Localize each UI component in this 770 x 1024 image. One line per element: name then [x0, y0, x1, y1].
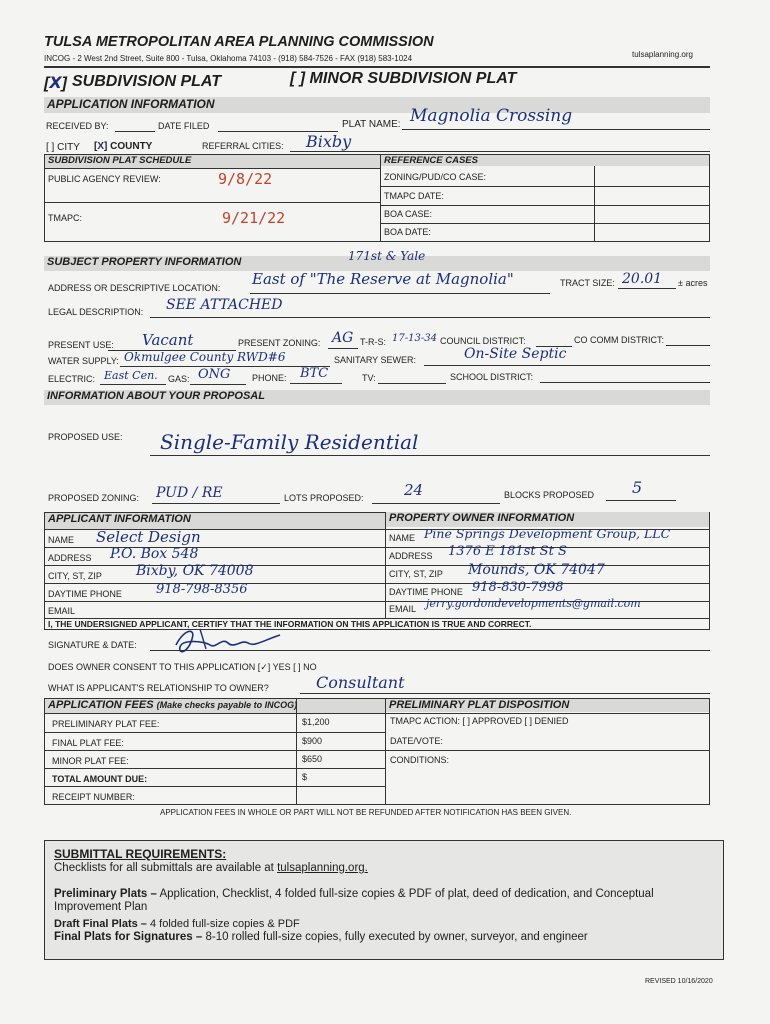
- submittal-heading: SUBMITTAL REQUIREMENTS:: [54, 847, 227, 861]
- schedule-row-line: [44, 202, 380, 203]
- tract-size-value: 20.01: [622, 271, 663, 287]
- zoning-case-label: ZONING/PUD/CO CASE:: [384, 172, 487, 182]
- tract-size-label: TRACT SIZE:: [560, 278, 615, 288]
- proposed-use-field[interactable]: [150, 455, 710, 456]
- gas-label: GAS:: [168, 374, 190, 384]
- disposition-header: PRELIMINARY PLAT DISPOSITION: [386, 699, 709, 712]
- receipt-number-label: RECEIPT NUMBER:: [52, 792, 135, 802]
- owner-phone-value[interactable]: 918-830-7998: [472, 580, 564, 595]
- sanitary-sewer-label: SANITARY SEWER:: [334, 355, 417, 365]
- boa-date-label: BOA DATE:: [384, 227, 431, 237]
- proposed-use-value: Single-Family Residential: [160, 430, 419, 454]
- co-comm-district-field[interactable]: [666, 345, 710, 346]
- public-agency-review-label: PUBLIC AGENCY REVIEW:: [48, 174, 161, 184]
- owner-phone-label: DAYTIME PHONE: [389, 587, 463, 597]
- proposed-zoning-field[interactable]: [152, 503, 280, 504]
- boa-case-label: BOA CASE:: [384, 209, 433, 219]
- minor-subdivision-label[interactable]: [ ] MINOR SUBDIVISION PLAT: [290, 70, 517, 87]
- relationship-value: Consultant: [316, 673, 405, 692]
- owner-city-value[interactable]: Mounds, OK 74047: [468, 562, 605, 578]
- owner-city-label: CITY, ST, ZIP: [389, 569, 443, 579]
- preliminary-text: Application, Checklist, 4 folded full-size copies & PDF of plat, deed of dedication, and Conceptual Improvement Plan: [54, 888, 654, 913]
- tmapc-label: TMAPC:: [48, 213, 83, 223]
- tmapc-date-label: TMAPC DATE:: [384, 191, 444, 201]
- date-filed-label: DATE FILED: [158, 121, 210, 131]
- applicant-name-label: NAME: [48, 535, 75, 545]
- water-supply-value: Okmulgee County RWD#6: [124, 350, 286, 364]
- tv-field[interactable]: [378, 383, 446, 384]
- reference-row-line: [380, 223, 710, 224]
- sanitary-sewer-field[interactable]: [424, 365, 710, 366]
- date-vote-label: DATE/VOTE:: [390, 736, 443, 746]
- owner-address-label: ADDRESS: [389, 551, 433, 561]
- fees-row-line: [44, 786, 385, 787]
- phone-field[interactable]: [290, 383, 342, 384]
- proposed-zoning-value: PUD / RE: [156, 485, 223, 501]
- website-link[interactable]: tulsaplanning.org: [632, 50, 693, 59]
- blocks-proposed-label: BLOCKS PROPOSED: [504, 490, 595, 500]
- final-title: Final Plats for Signatures –: [54, 931, 203, 943]
- present-zoning-value: AG: [332, 330, 354, 346]
- refund-note: APPLICATION FEES IN WHOLE OR PART WILL NOT BE REFUNDED AFTER NOTIFICATION HAS BEEN GIVEN.: [160, 808, 572, 817]
- plat-name-field[interactable]: [402, 129, 710, 130]
- form-title: TULSA METROPOLITAN AREA PLANNING COMMISSION: [44, 34, 434, 50]
- council-district-label: COUNCIL DISTRICT:: [440, 336, 526, 346]
- present-zoning-label: PRESENT ZONING:: [238, 338, 321, 348]
- checklist-text: Checklists for all submittals are available at: [54, 862, 274, 874]
- fees-header-fill: [297, 699, 385, 713]
- reference-row-line: [380, 186, 710, 187]
- owner-address-value[interactable]: 1376 E 181st St S: [448, 544, 567, 559]
- fees-header: [45, 699, 296, 713]
- applicant-signature: [170, 625, 290, 659]
- subject-property-header: SUBJECT PROPERTY INFORMATION: [44, 256, 710, 271]
- trs-value: 17-13-34: [392, 333, 437, 344]
- fee-final-amount: $900: [302, 736, 323, 746]
- draft-requirements: [54, 918, 300, 930]
- fees-row-line: [44, 750, 710, 751]
- tv-label: TV:: [362, 373, 376, 383]
- applicant-info-header: APPLICANT INFORMATION: [45, 513, 385, 529]
- checklist-link[interactable]: tulsaplanning.org.: [277, 862, 368, 874]
- phone-label: PHONE:: [252, 373, 287, 383]
- phone-value: BTC: [300, 366, 329, 381]
- owner-info-header: PROPERTY OWNER INFORMATION: [386, 512, 709, 527]
- tract-size-field[interactable]: [618, 288, 676, 289]
- blocks-proposed-field[interactable]: [606, 500, 676, 501]
- fees-table: [44, 698, 710, 805]
- city-checkbox-label[interactable]: [ ] CITY: [46, 142, 80, 153]
- lots-proposed-label: LOTS PROPOSED:: [284, 493, 364, 503]
- draft-title: Draft Final Plats –: [54, 918, 147, 930]
- electric-field[interactable]: [100, 384, 166, 385]
- applicant-email-label: EMAIL: [48, 606, 76, 616]
- school-district-label: SCHOOL DISTRICT:: [450, 372, 534, 382]
- proposed-use-label: PROPOSED USE:: [48, 432, 123, 442]
- preliminary-requirements: [54, 888, 719, 914]
- county-label: COUNTY: [110, 141, 153, 152]
- draft-text: 4 folded full-size copies & PDF: [149, 918, 300, 930]
- subdivision-check-mark: X: [49, 73, 62, 92]
- referral-cities-value: Bixby: [306, 132, 352, 151]
- revised-date: REVISED 10/16/2020: [645, 978, 713, 985]
- blocks-proposed-value: 5: [632, 478, 643, 497]
- fee-total-amount[interactable]: $: [302, 772, 308, 782]
- applicant-address-value[interactable]: P.O. Box 548: [110, 546, 199, 562]
- checklist-line: [54, 862, 368, 874]
- fees-note: (Make checks payable to INCOG): [156, 700, 298, 710]
- applicant-city-value[interactable]: Bixby, OK 74008: [136, 563, 254, 579]
- water-supply-label: WATER SUPPLY:: [48, 356, 119, 366]
- electric-value: East Cen.: [104, 369, 158, 382]
- signature-date-label: SIGNATURE & DATE:: [48, 640, 137, 650]
- trs-label: T-R-S:: [360, 337, 386, 347]
- legal-description-value: SEE ATTACHED: [166, 297, 283, 313]
- owner-name-label: NAME: [389, 533, 416, 543]
- fee-total-label: TOTAL AMOUNT DUE:: [52, 774, 148, 784]
- tmapc-value[interactable]: 9/21/22: [222, 209, 286, 227]
- present-use-label: PRESENT USE:: [48, 340, 114, 350]
- gas-value: ONG: [198, 367, 231, 382]
- fee-preliminary-label: PRELIMINARY PLAT FEE:: [52, 719, 160, 729]
- reference-cases-header: REFERENCE CASES: [381, 155, 709, 166]
- schedule-row-line: [44, 168, 380, 169]
- electric-label: ELECTRIC:: [48, 374, 96, 384]
- gas-field[interactable]: [190, 384, 246, 385]
- county-check-mark: X: [97, 141, 105, 152]
- legal-description-field[interactable]: [150, 317, 710, 318]
- present-zoning-field[interactable]: [328, 348, 358, 349]
- fees-divider: [296, 698, 297, 805]
- final-requirements: [54, 931, 588, 943]
- fee-minor-amount: $650: [302, 754, 323, 764]
- application-info-header: APPLICATION INFORMATION: [44, 97, 710, 113]
- reference-row-line: [380, 205, 710, 206]
- applicant-name-value[interactable]: Select Design: [96, 528, 201, 546]
- school-district-field[interactable]: [540, 382, 710, 383]
- applicant-city-label: CITY, ST, ZIP: [48, 571, 102, 581]
- lots-proposed-value: 24: [404, 481, 424, 499]
- public-agency-review-value[interactable]: 9/8/22: [218, 170, 273, 188]
- table-row-line: [44, 583, 710, 584]
- relationship-label: WHAT IS APPLICANT'S RELATIONSHIP TO OWNER?: [48, 683, 269, 693]
- final-text: 8-10 rolled full-size copies, fully executed by owner, surveyor, and engineer: [205, 931, 588, 943]
- location-note: 171st & Yale: [348, 249, 426, 263]
- fees-row-line: [44, 713, 710, 714]
- proposed-zoning-label: PROPOSED ZONING:: [48, 493, 140, 503]
- applicant-address-label: ADDRESS: [48, 553, 92, 563]
- fee-final-label: FINAL PLAT FEE:: [52, 738, 124, 748]
- owner-email-label: EMAIL: [389, 604, 417, 614]
- conditions-label: CONDITIONS:: [390, 755, 450, 765]
- preliminary-title: Preliminary Plats –: [54, 888, 157, 900]
- fees-title: APPLICATION FEES: [48, 699, 154, 711]
- address-location-value: East of "The Reserve at Magnolia": [252, 270, 514, 288]
- owner-name-value[interactable]: Pine Springs Development Group, LLC: [424, 526, 671, 541]
- reference-divider: [594, 166, 595, 242]
- owner-email-value[interactable]: jerry.gordondevelopments@gmail.com: [426, 597, 641, 610]
- referral-cities-label: REFERRAL CITIES:: [202, 141, 284, 151]
- plat-name-value: Magnolia Crossing: [410, 106, 573, 126]
- tmapc-action-label[interactable]: TMAPC ACTION: [ ] APPROVED [ ] DENIED: [390, 716, 569, 726]
- acres-label: ± acres: [678, 278, 708, 288]
- fees-row-line: [44, 768, 385, 769]
- subdivision-plat-label: SUBDIVISION PLAT: [72, 73, 222, 90]
- applicant-phone-label: DAYTIME PHONE: [48, 589, 122, 599]
- disposition-divider: [385, 698, 386, 805]
- lots-proposed-field[interactable]: [372, 503, 500, 504]
- schedule-divider: [380, 154, 381, 242]
- address-location-field[interactable]: [250, 293, 550, 294]
- agency-address: INCOG - 2 West 2nd Street, Suite 800 - Tulsa, Oklahoma 74103 - (918) 584-7526 - FAX (918) 583-1024: [44, 54, 413, 63]
- present-use-value: Vacant: [142, 331, 194, 349]
- proposal-header: INFORMATION ABOUT YOUR PROPOSAL: [44, 390, 710, 405]
- county-checkbox[interactable]: [X] COUNTY: [94, 141, 153, 152]
- received-by-field[interactable]: [115, 131, 155, 132]
- legal-description-label: LEGAL DESCRIPTION:: [48, 307, 144, 317]
- sanitary-sewer-value: On-Site Septic: [464, 346, 567, 362]
- fee-minor-label: MINOR PLAT FEE:: [52, 756, 129, 766]
- received-by-label: RECEIVED BY:: [46, 121, 109, 131]
- schedule-header: SUBDIVISION PLAT SCHEDULE: [45, 155, 380, 168]
- applicant-phone-value[interactable]: 918-798-8356: [156, 582, 248, 597]
- owner-consent-label[interactable]: DOES OWNER CONSENT TO THIS APPLICATION [✓] YES [ ] NO: [48, 662, 317, 672]
- referral-cities-field[interactable]: [290, 151, 710, 152]
- address-location-label: ADDRESS OR DESCRIPTIVE LOCATION:: [48, 283, 221, 293]
- fee-preliminary-amount: $1,200: [302, 717, 330, 727]
- relationship-field[interactable]: [300, 693, 710, 694]
- header-rule: [44, 66, 710, 68]
- certify-statement: I, THE UNDERSIGNED APPLICANT, CERTIFY THAT THE INFORMATION ON THIS APPLICATION IS TRUE AND CORRECT.: [48, 619, 532, 629]
- plat-name-label: PLAT NAME:: [342, 119, 401, 130]
- subdivision-checkbox[interactable]: [X]: [44, 73, 67, 92]
- fees-row-line: [44, 732, 385, 733]
- co-comm-district-label: CO COMM DISTRICT:: [574, 335, 664, 345]
